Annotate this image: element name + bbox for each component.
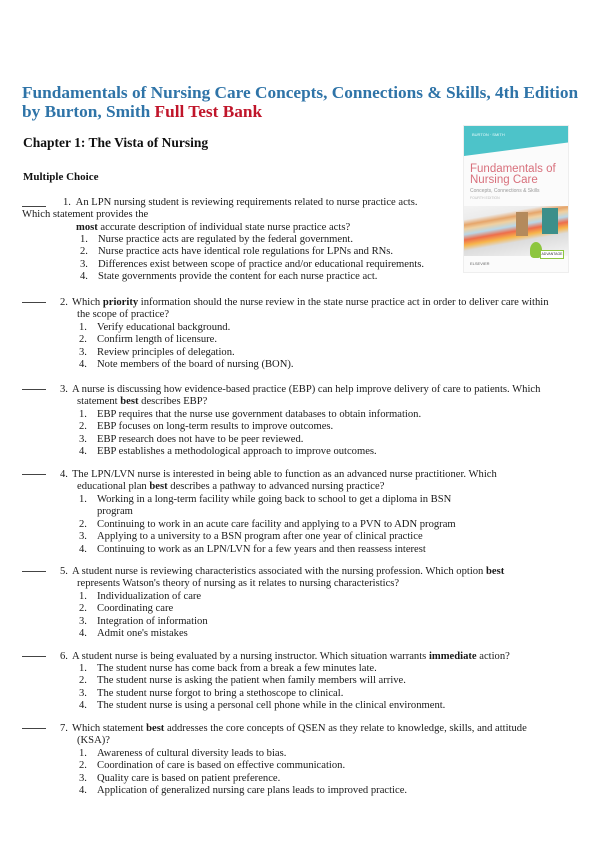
- option[interactable]: [79, 748, 579, 760]
- cover-authors: BURTON · SMITH: [472, 132, 505, 137]
- question-stem: [60, 651, 580, 663]
- option-text: The student nurse forgot to bring a stethoscope to clinical.: [97, 687, 344, 699]
- option[interactable]: [79, 421, 579, 433]
- option-number: 1.: [80, 234, 88, 245]
- option[interactable]: [80, 259, 580, 271]
- question-stem: [60, 297, 580, 322]
- option-text: Differences exist between scope of practice and/or educational requirements.: [98, 258, 425, 270]
- options-list: [79, 591, 579, 641]
- stem-text: A nurse is discussing how evidence-based practice (EBP) can help improve delivery of care to patients. Which: [71, 384, 541, 395]
- option[interactable]: [79, 446, 579, 458]
- option-text: Coordination of care is based on effective communication.: [97, 760, 346, 772]
- stem-text: [60, 481, 580, 493]
- cover-badge: ADVANTAGE: [540, 250, 564, 259]
- stem-text: addresses the core concepts of QSEN as they relate to knowledge, skills, and attitude: [164, 723, 527, 734]
- question-number: 3.: [60, 384, 68, 395]
- option[interactable]: [79, 663, 579, 675]
- stem-emphasis: immediate: [428, 651, 477, 662]
- option[interactable]: [80, 246, 580, 258]
- stem-text: The LPN/LVN nurse is interested in being able to function as an advanced nurse practitioner. Which: [71, 469, 497, 480]
- option-text: Coordinating care: [97, 603, 174, 615]
- option[interactable]: [79, 359, 579, 371]
- stem-text: (KSA)?: [77, 735, 110, 747]
- cover-edition: FOURTH EDITION: [470, 196, 500, 200]
- question-number: 1.: [63, 197, 71, 208]
- option-number: 1.: [79, 748, 87, 759]
- options-list: [80, 234, 580, 284]
- option-number: 4.: [79, 543, 87, 555]
- document-title: [22, 83, 592, 121]
- stem-emphasis: best: [120, 396, 139, 408]
- option-number: 4.: [79, 359, 87, 371]
- option-number: 3.: [79, 433, 87, 445]
- option[interactable]: [79, 544, 479, 556]
- stem-text: A student nurse is being evaluated by a nursing instructor. Which situation warrants: [71, 651, 429, 662]
- answer-blank[interactable]: [22, 206, 46, 207]
- option[interactable]: [79, 773, 579, 785]
- answer-blank[interactable]: [22, 389, 46, 390]
- option-text: Individualization of care: [97, 591, 202, 602]
- options-list: [79, 748, 579, 798]
- option-number: 2.: [79, 334, 87, 346]
- option-text: Admit one's mistakes: [97, 628, 188, 640]
- option-number: 3.: [79, 615, 87, 627]
- stem-text: Which statement provides the: [22, 209, 149, 220]
- stem-emphasis: most: [76, 222, 98, 233]
- stem-text: educational plan: [77, 481, 150, 493]
- option-text: Awareness of cultural diversity leads to bias.: [97, 748, 287, 759]
- option[interactable]: [79, 347, 579, 359]
- option[interactable]: [79, 675, 579, 687]
- stem-text: information should the nurse review in the state nurse practice act in order to deliver care within: [138, 297, 549, 308]
- question-stem: [63, 197, 418, 209]
- option-text: State governments provide the content for each nurse practice act.: [98, 271, 378, 283]
- option-number: 2.: [79, 675, 87, 687]
- option[interactable]: [80, 234, 580, 246]
- option-number: 2.: [79, 760, 87, 772]
- option-text: Continuing to work as an LPN/LVN for a few years and then reassess interest: [97, 543, 426, 555]
- option-text: Confirm length of licensure.: [97, 334, 218, 346]
- option-number: 1.: [79, 322, 87, 333]
- option-number: 2.: [80, 246, 88, 258]
- stem-emphasis: best: [146, 723, 165, 734]
- stem-emphasis: priority: [102, 297, 139, 308]
- question-stem: [60, 566, 580, 591]
- question-number: 7.: [60, 723, 68, 734]
- option-text: Note members of the board of nursing (BON).: [97, 359, 294, 371]
- option[interactable]: [79, 531, 479, 543]
- question-number: 2.: [60, 297, 68, 308]
- option-number: 1.: [79, 494, 87, 505]
- option-number: 2.: [79, 603, 87, 615]
- question-stem: [60, 384, 580, 409]
- answer-blank[interactable]: [22, 302, 46, 303]
- stem-text: [60, 396, 580, 408]
- option-number: 4.: [80, 271, 88, 283]
- options-list: [79, 494, 479, 556]
- option-text: Review principles of delegation.: [97, 346, 235, 358]
- option-text: Nurse practice acts have identical role regulations for LPNs and RNs.: [98, 246, 394, 258]
- option-number: 3.: [79, 772, 87, 784]
- stem-emphasis: best: [149, 481, 168, 493]
- option[interactable]: [79, 616, 579, 628]
- option-text: Nurse practice acts are regulated by the federal government.: [98, 234, 354, 245]
- option[interactable]: [79, 409, 579, 421]
- option-text: EBP establishes a methodological approach to improve outcomes.: [97, 446, 377, 458]
- options-list: [79, 663, 579, 713]
- option-text: Continuing to work in an acute care facility and applying to a PVN to ADN program: [97, 518, 456, 530]
- option[interactable]: [79, 785, 579, 797]
- option-number: 2.: [79, 421, 87, 433]
- stem-text: accurate description of individual state nurse practice acts?: [97, 222, 351, 233]
- option-number: 4.: [79, 446, 87, 458]
- cover-art-tab: [542, 208, 558, 234]
- answer-blank[interactable]: [22, 474, 46, 475]
- option-number: 3.: [79, 346, 87, 358]
- option-text: The student nurse is asking the patient when family members will arrive.: [97, 675, 406, 687]
- option[interactable]: [79, 760, 579, 772]
- option[interactable]: [79, 434, 579, 446]
- option[interactable]: [79, 494, 479, 519]
- option[interactable]: [79, 603, 579, 615]
- answer-blank[interactable]: [22, 656, 46, 657]
- stem-emphasis: best: [486, 566, 505, 577]
- cover-title: Fundamentals of Nursing Care: [470, 163, 556, 186]
- cover-publisher: ELSEVIER: [470, 261, 490, 266]
- option-text: Integration of information: [97, 615, 208, 627]
- stem-text: action?: [476, 651, 510, 662]
- option-number: 1.: [79, 591, 87, 602]
- option-number: 4.: [79, 700, 87, 712]
- title-main: Fundamentals of Nursing Care Concepts, Connections & Skills, 4th Edition by Burton, Smith: [22, 83, 579, 121]
- option-number: 1.: [79, 409, 87, 420]
- option[interactable]: [79, 628, 579, 640]
- section-heading: Multiple Choice: [23, 171, 99, 183]
- option[interactable]: [79, 322, 579, 334]
- cover-subtitle: Concepts, Connections & Skills: [470, 188, 540, 194]
- option[interactable]: [79, 700, 579, 712]
- stem-text: Which statement: [71, 723, 147, 734]
- title-highlight: Full Test Bank: [154, 102, 263, 121]
- option-text: The student nurse is using a personal cell phone while in the clinical environment.: [97, 700, 446, 712]
- option[interactable]: [79, 519, 479, 531]
- option-text: Quality care is based on patient preference.: [97, 772, 281, 784]
- answer-blank[interactable]: [22, 728, 46, 729]
- stem-text: Which: [71, 297, 103, 308]
- stem-text: A student nurse is reviewing characteristics associated with the nursing profession. Which option: [71, 566, 486, 577]
- question-number: 6.: [60, 651, 68, 662]
- stem-text: the scope of practice?: [77, 309, 170, 321]
- option-number: 3.: [80, 258, 88, 270]
- cover-teal-band: [464, 126, 568, 156]
- option-number: 1.: [79, 663, 87, 674]
- question-number: 4.: [60, 469, 68, 480]
- option[interactable]: [79, 591, 579, 603]
- answer-blank[interactable]: [22, 571, 46, 572]
- question-stem: [60, 723, 580, 748]
- option-text: Working in a long-term facility while going back to school to get a diploma in BSN program: [97, 494, 452, 518]
- option-number: 3.: [79, 531, 87, 543]
- option-text: EBP requires that the nurse use government databases to obtain information.: [97, 409, 422, 420]
- stem-text: represents Watson's theory of nursing as it relates to nursing characteristics?: [77, 578, 400, 590]
- stem-text: describes EBP?: [138, 396, 208, 408]
- stem-text: [76, 222, 350, 234]
- option[interactable]: [79, 334, 579, 346]
- option-text: EBP focuses on long-term results to improve outcomes.: [97, 421, 334, 433]
- cover-art-tab: [516, 212, 528, 236]
- option-text: The student nurse has come back from a break a few minutes late.: [97, 663, 377, 674]
- options-list: [79, 409, 579, 459]
- option[interactable]: [80, 271, 580, 283]
- options-list: [79, 322, 579, 372]
- question-stem: [60, 469, 580, 494]
- chapter-heading: Chapter 1: The Vista of Nursing: [23, 135, 209, 150]
- stem-text: statement: [77, 396, 121, 408]
- option-text: Application of generalized nursing care plans leads to improved practice.: [97, 785, 408, 797]
- option-number: 4.: [79, 785, 87, 797]
- option-number: 2.: [79, 518, 87, 530]
- option[interactable]: [79, 688, 579, 700]
- option-text: Verify educational background.: [97, 322, 231, 333]
- stem-text: An LPN nursing student is reviewing requirements related to nurse practice acts.: [75, 197, 418, 208]
- option-number: 4.: [79, 628, 87, 640]
- option-number: 3.: [79, 687, 87, 699]
- stem-text: describes a pathway to advanced nursing practice?: [167, 481, 385, 493]
- option-text: EBP research does not have to be peer reviewed.: [97, 433, 304, 445]
- question-number: 5.: [60, 566, 68, 577]
- option-text: Applying to a university to a BSN program after one year of clinical practice: [97, 531, 423, 543]
